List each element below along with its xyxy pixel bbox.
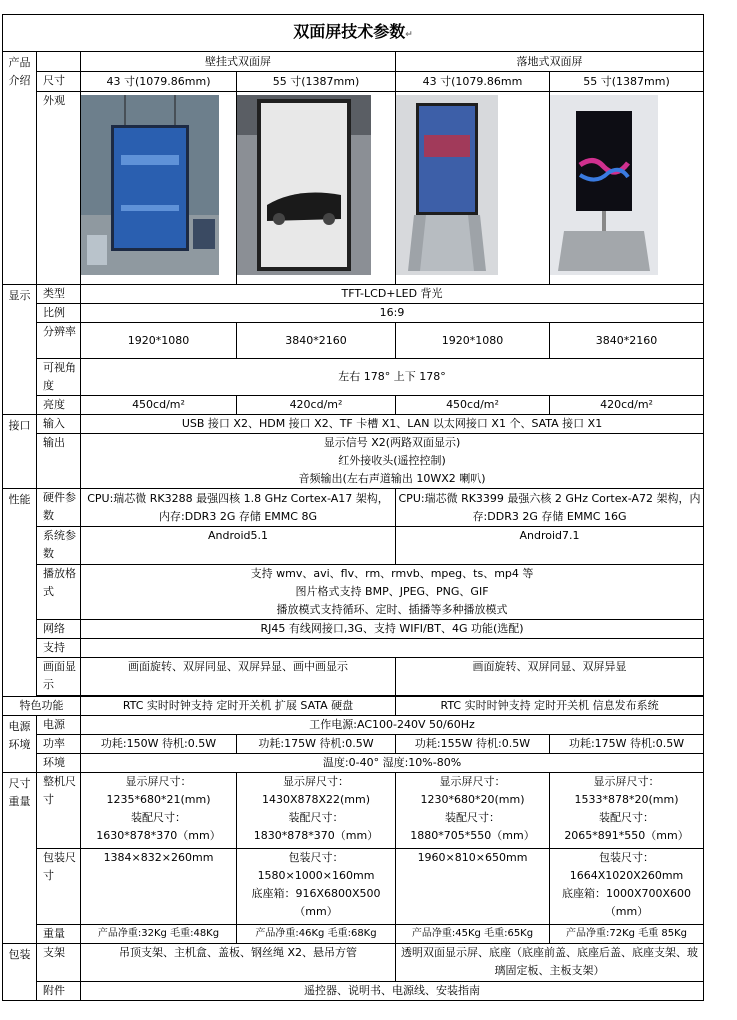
consumption-value: 功耗:175W 待机:0.5W [550,735,704,754]
weight-value: 产品净重:45Kg 毛重:65Kg [396,925,550,944]
section-size: 尺寸重量 [3,773,37,944]
accessory-value: 遥控器、说明书、电源线、安装指南 [81,982,704,1001]
wall-43-photo [81,95,219,275]
feature-floor: RTC 实时时钟支持 定时开关机 信息发布系统 [396,697,704,716]
hardware-wall: CPU:瑞芯微 RK3288 最强四核 1.8 GHz Cortex-A17 架构，内存:DDR3 2G 存储 EMMC 8G [81,489,396,527]
label-resolution: 分辨率 [37,323,81,359]
weight-value: 产品净重:32Kg 毛重:48Kg [81,925,237,944]
photo-cell [237,92,396,285]
section-pack: 包装 [3,944,37,1001]
package-dims: 包装尺寸： 1664X1020X260mm 底座箱：1000X700X600 （mm） [550,849,704,925]
whole-dims: 显示屏尺寸： 1230*680*20(mm) 装配尺寸： 1880*705*550（mm） [396,773,550,849]
bracket-wall: 吊顶支架、主机盒、盖板、钢丝绳 X2、悬吊方管 [81,944,396,982]
section-intro: 产品介绍 [3,52,37,285]
env-value: 温度:0-40° 湿度:10%-80% [81,754,704,773]
label-consumption: 功率 [37,735,81,754]
spec-sheet [2,14,703,1001]
screen-wall: 画面旋转、双屏同显、双屏异显、画中画显示 [81,658,396,696]
weight-value: 产品净重:46Kg 毛重:68Kg [237,925,396,944]
system-floor: Android7.1 [396,527,704,565]
label-power: 电源 [37,716,81,735]
power-supply: 工作电源:AC100-240V 50/60Hz [81,716,704,735]
size-value: 43 寸(1079.86mm [396,72,550,92]
brightness-value: 420cd/m² [237,396,396,415]
label-appearance: 外观 [37,92,81,285]
brightness-value: 420cd/m² [550,396,704,415]
section-display: 显示 [3,285,37,415]
bracket-floor: 透明双面显示屏、底座（底座前盖、底座后盖、底座支架、玻璃固定板、主板支架） [396,944,704,982]
whole-dims: 显示屏尺寸： 1430X878X22(mm) 装配尺寸： 1830*878*370（mm） [237,773,396,849]
output-line: 显示信号 X2(两路双面显示) [323,436,461,449]
label-weight: 重量 [37,925,81,944]
size-value: 55 寸(1387mm) [237,72,396,92]
floor-55-photo [550,95,658,275]
label-system: 系统参数 [37,527,81,565]
package-dims: 1960×810×650mm [396,849,550,925]
section-power: 电源环境 [3,716,37,773]
display-ratio: 16:9 [81,304,704,323]
display-type: TFT-LCD+LED 背光 [81,285,704,304]
network-value: RJ45 有线网接口,3G、支持 WIFI/BT、4G 功能(选配) [81,620,704,639]
resolution-value: 3840*2160 [237,323,396,359]
brightness-value: 450cd/m² [396,396,550,415]
weight-value: 产品净重:72Kg 毛重 85Kg [550,925,704,944]
system-wall: Android5.1 [81,527,396,565]
play-line: 支持 wmv、avi、flv、rm、rmvb、mpeg、ts、mp4 等 [250,567,534,580]
output-line: 红外接收头(遥控控制) [338,454,446,467]
blank-cell [37,52,81,72]
model-floor: 落地式双面屏 [396,52,704,72]
photo-cell [81,92,237,285]
label-hardware: 硬件参数 [37,489,81,527]
page-title: 双面屏技术参数↵ [3,15,704,52]
label-support: 支持 [37,639,81,658]
support-value [81,639,704,658]
hardware-floor: CPU:瑞芯微 RK3399 最强六核 2 GHz Cortex-A72 架构，内存:DDR3 2G 存储 EMMC 16G [396,489,704,527]
consumption-value: 功耗:155W 待机:0.5W [396,735,550,754]
port-output [81,434,704,489]
label-brightness: 亮度 [37,396,81,415]
section-feature: 特色功能 [3,697,81,716]
brightness-value: 450cd/m² [81,396,237,415]
output-line: 音频输出(左右声道输出 10WX2 喇叭) [298,472,486,485]
resolution-value: 3840*2160 [550,323,704,359]
resolution-value: 1920*1080 [81,323,237,359]
section-port: 接口 [3,415,37,489]
label-network: 网络 [37,620,81,639]
resolution-value: 1920*1080 [396,323,550,359]
section-perf: 性能 [3,489,37,697]
feature-wall: RTC 实时时钟支持 定时开关机 扩展 SATA 硬盘 [81,697,396,716]
consumption-value: 功耗:175W 待机:0.5W [237,735,396,754]
label-package: 包装尺寸 [37,849,81,925]
label-size: 尺寸 [37,72,81,92]
size-value: 55 寸(1387mm) [550,72,704,92]
package-dims: 1384×832×260mm [81,849,237,925]
view-angle: 左右 178° 上下 178° [81,359,704,396]
label-bracket: 支架 [37,944,81,982]
package-dims: 包装尺寸： 1580×1000×160mm 底座箱：916X6800X500 （mm） [237,849,396,925]
label-play: 播放格式 [37,565,81,620]
whole-dims: 显示屏尺寸： 1235*680*21(mm) 装配尺寸： 1630*878*370（mm） [81,773,237,849]
play-line: 播放模式支持循环、定时、插播等多种播放模式 [276,603,508,616]
label-screen: 画面显示 [37,658,81,696]
wall-55-photo [237,95,371,275]
label-view: 可视角度 [37,359,81,396]
label-output: 输出 [37,434,81,489]
port-input: USB 接口 X2、HDM 接口 X2、TF 卡槽 X1、LAN 以太网接口 X1 个、SATA 接口 X1 [81,415,704,434]
screen-floor: 画面旋转、双屏同显、双屏异显 [396,658,704,696]
spec-table [2,14,704,1001]
consumption-value: 功耗:150W 待机:0.5W [81,735,237,754]
label-type: 类型 [37,285,81,304]
photo-cell [396,92,550,285]
play-formats [81,565,704,620]
whole-dims: 显示屏尺寸： 1533*878*20(mm) 装配尺寸： 2065*891*550（mm） [550,773,704,849]
label-input: 输入 [37,415,81,434]
label-accessory: 附件 [37,982,81,1001]
label-ratio: 比例 [37,304,81,323]
model-wall: 壁挂式双面屏 [81,52,396,72]
floor-43-photo [396,95,498,275]
size-value: 43 寸(1079.86mm) [81,72,237,92]
label-whole: 整机尺寸 [37,773,81,849]
photo-cell [550,92,704,285]
play-line: 图片格式支持 BMP、JPEG、PNG、GIF [295,585,489,598]
label-env: 环境 [37,754,81,773]
